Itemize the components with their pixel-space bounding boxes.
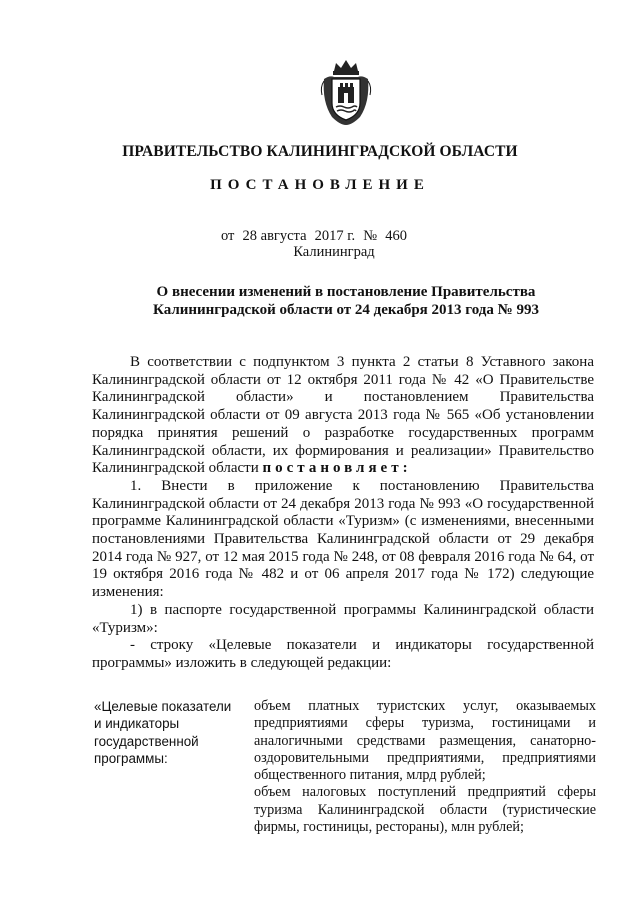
date-line [221, 228, 407, 245]
indicator-item: объем налоговых поступлений предприятий сферы туризма Калининградской области (туристические фирмы, гостиницы, рестораны), млн рублей; [254, 784, 596, 836]
year: 2017 г. [314, 228, 356, 244]
city: Калининград [293, 244, 375, 260]
document-title [100, 284, 592, 319]
date: 28 августа [242, 228, 307, 244]
table-right-cell [254, 698, 596, 836]
item-1-paragraph: 1. Внести в приложение к постановлению Правительства Калининградской области от 24 декабря 2013 года № 993 «О государственной программе Калининградской области «Туризм» (с изменениями, внесенными постановлениями Правительства Калининградской области от 29 декабря 2014 года № 927, от 12 мая 2015 года № 248, от 08 февраля 2016 года № 64, от 19 октября 2016 года № 482 и от 06 апреля 2017 года № 172) следующие изменения: [92, 477, 594, 601]
title-line-2: Калининградской области от 24 декабря 2013 года № 993 [153, 301, 539, 318]
title-line-1: О внесении изменений в постановление Правительства [156, 284, 536, 300]
subitem-1-paragraph: 1) в паспорте государственной программы Калининградской области «Туризм»: [92, 601, 594, 636]
document-type: ПОСТАНОВЛЕНИЕ [210, 177, 430, 193]
document-body [92, 354, 594, 673]
indicator-item: объем платных туристских услуг, оказываемых предприятиями сферы туризма, гостиницами и аналогичными средствами размещения, санаторно-оздоровительными предприятиями, предприятиями общественного питания, млрд рублей; [254, 698, 596, 784]
preamble-paragraph [92, 354, 594, 478]
document-number: 460 [385, 228, 407, 244]
number-prefix: № [363, 228, 378, 244]
table-left-label: «Целевые показатели и индикаторы государственной программы: [94, 699, 232, 766]
decree-word: постановляет: [262, 460, 412, 477]
organization-title: ПРАВИТЕЛЬСТВО КАЛИНИНГРАДСКОЙ ОБЛАСТИ [122, 143, 518, 160]
date-prefix: от [221, 228, 235, 244]
coat-of-arms-emblem [318, 57, 374, 127]
preamble-text: В соответствии с подпунктом 3 пункта 2 статьи 8 Уставного закона Калининградской области от 12 октября 2011 года № 42 «О Правительстве Калининградской области» и постановлением Правительства Калининградской области от 09 августа 2013 года № 565 «Об установлении порядка принятия решений о разработке государственных программ Калининградской области, их формирования и реализации» Правительство Калининградской области [92, 354, 594, 477]
row-replacement-paragraph: - строку «Целевые показатели и индикаторы государственной программы» изложить в следующей редакции: [92, 637, 594, 671]
